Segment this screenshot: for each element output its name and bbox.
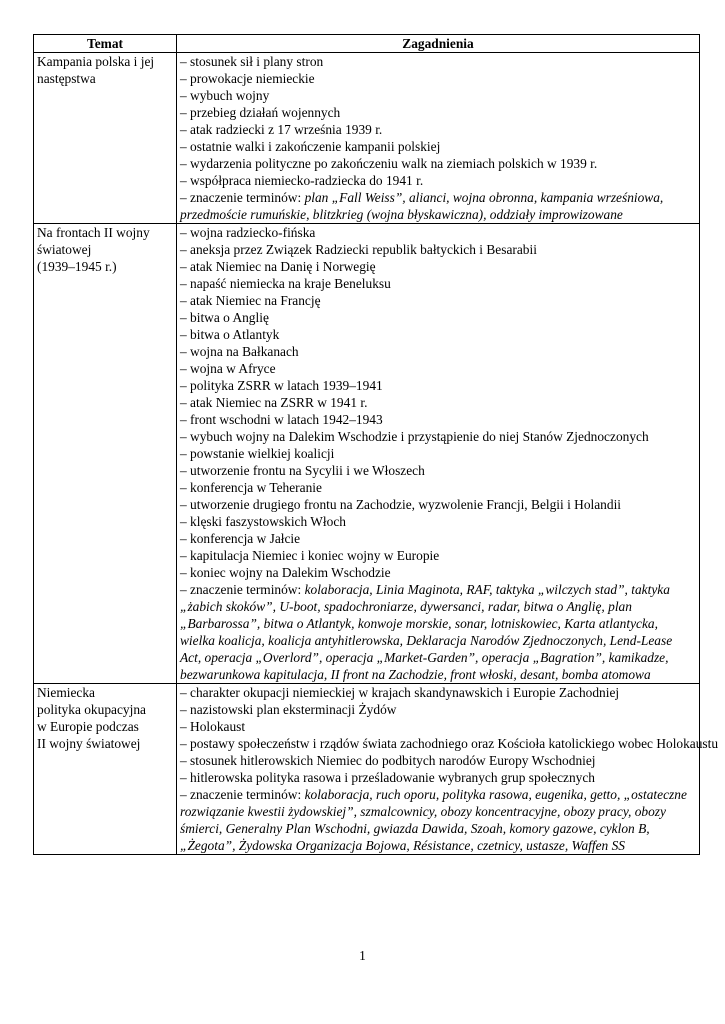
issue-item: – prowokacje niemieckie — [180, 71, 315, 86]
issue-item: – aneksja przez Związek Radziecki republik bałtyckich i Besarabii — [180, 242, 537, 257]
header-topic: Temat — [34, 35, 177, 53]
issue-item: – postawy społeczeństw i rządów świata zachodniego oraz Kościoła katolickiego wobec Holokaustu — [180, 736, 719, 751]
table-row — [34, 53, 700, 224]
issues-cell — [177, 53, 700, 224]
issue-item: – utworzenie frontu na Sycylii i we Włoszech — [180, 463, 425, 478]
topic-line: następstwa — [37, 71, 96, 86]
terms-list: kolaboracja, Linia Maginota, RAF, taktyka „wilczych stad”, taktyka „żabich skoków”, U-boot, spadochroniarze, dywersanci, radar, bitwa o Anglię, plan „Barbarossa”, bitwa o Atlantyk, konwoje morskie, sonar, lotniskowiec, Karta atlantycka, wielka koalicja, koalicja antyhitlerowska, Deklaracja Narodów Zjednoczonych, Lend-Lease Act, operacja „Overlord”, operacja „Market-Garden”, operacja „Bagration”, kamikadze, bezwarunkowa kapitulacja, II front na Zachodzie, front włoski, desant, bomba atomowa — [180, 582, 673, 682]
terms-item — [180, 786, 696, 854]
issue-item: – konferencja w Jałcie — [180, 531, 301, 546]
topic-line: Kampania polska i jej — [37, 54, 155, 69]
topic-cell — [34, 224, 177, 684]
issue-item: – atak Niemiec na Danię i Norwegię — [180, 259, 376, 274]
issue-item: – wojna radziecko-fińska — [180, 225, 316, 240]
issues-cell — [177, 224, 700, 684]
issue-item: – napaść niemiecka na kraje Beneluksu — [180, 276, 391, 291]
topics-table — [33, 34, 719, 855]
issue-item: – Holokaust — [180, 719, 246, 734]
issue-item: – współpraca niemiecko-radziecka do 1941 r. — [180, 173, 424, 188]
topic-line: polityka okupacyjna — [37, 702, 146, 717]
terms-item — [180, 189, 696, 223]
issue-item: – atak radziecki z 17 września 1939 r. — [180, 122, 383, 137]
terms-list: kolaboracja, ruch oporu, polityka rasowa, eugenika, getto, „ostateczne rozwiązanie kwestii żydowskiej”, szmalcownicy, obozy koncentracyjne, obozy pracy, obozy śmierci, Generalny Plan Wschodni, gwiazda Dawida, Szoah, komory gazowe, cyklon B, „Żegota”, Żydowska Organizacja Bojowa, Résistance, czetnicy, ustasze, Waffen SS — [180, 787, 687, 853]
issue-item: – charakter okupacji niemieckiej w krajach skandynawskich i Europie Zachodniej — [180, 685, 620, 700]
terms-item — [180, 581, 696, 683]
terms-label: – znaczenie terminów: — [180, 190, 305, 205]
issue-item: – konferencja w Teheranie — [180, 480, 322, 495]
issue-item: – stosunek sił i plany stron — [180, 54, 324, 69]
issue-item: – atak Niemiec na ZSRR w 1941 r. — [180, 395, 368, 410]
topic-cell — [34, 684, 177, 855]
issue-item: – atak Niemiec na Francję — [180, 293, 321, 308]
issue-item: – bitwa o Atlantyk — [180, 327, 280, 342]
topic-line: II wojny światowej — [37, 736, 141, 751]
terms-label: – znaczenie terminów: — [180, 787, 305, 802]
issue-item: – powstanie wielkiej koalicji — [180, 446, 335, 461]
issue-item: – wydarzenia polityczne po zakończeniu walk na ziemiach polskich w 1939 r. — [180, 156, 598, 171]
topic-cell — [34, 53, 177, 224]
issue-item: – wojna na Bałkanach — [180, 344, 299, 359]
header-row — [34, 35, 700, 53]
issue-item: – stosunek hitlerowskich Niemiec do podbitych narodów Europy Wschodniej — [180, 753, 596, 768]
issue-item: – ostatnie walki i zakończenie kampanii polskiej — [180, 139, 441, 154]
topic-line: (1939–1945 r.) — [37, 259, 117, 274]
issue-item: – koniec wojny na Dalekim Wschodzie — [180, 565, 391, 580]
issue-item: – polityka ZSRR w latach 1939–1941 — [180, 378, 383, 393]
topic-line: Niemiecka — [37, 685, 95, 700]
issue-item: – front wschodni w latach 1942–1943 — [180, 412, 383, 427]
issue-item: – bitwa o Anglię — [180, 310, 269, 325]
issue-item: – nazistowski plan eksterminacji Żydów — [180, 702, 397, 717]
topic-line: światowej — [37, 242, 92, 257]
issue-item: – klęski faszystowskich Włoch — [180, 514, 346, 529]
terms-list: plan „Fall Weiss”, alianci, wojna obronna, kampania wrześniowa, przedmoście rumuńskie, blitzkrieg (wojna błyskawiczna), oddziały improwizowane — [180, 190, 664, 222]
issue-item: – kapitulacja Niemiec i koniec wojny w Europie — [180, 548, 440, 563]
issue-item: – wojna w Afryce — [180, 361, 276, 376]
issue-item: – wybuch wojny — [180, 88, 270, 103]
page-number: 1 — [359, 948, 366, 963]
topic-line: w Europie podczas — [37, 719, 139, 734]
terms-label: – znaczenie terminów: — [180, 582, 305, 597]
table-row — [34, 224, 700, 684]
topic-line: Na frontach II wojny — [37, 225, 150, 240]
issue-item: – hitlerowska polityka rasowa i prześladowanie wybranych grup społecznych — [180, 770, 595, 785]
issues-cell — [177, 684, 719, 855]
header-issues: Zagadnienia — [177, 35, 700, 53]
issue-item: – przebieg działań wojennych — [180, 105, 341, 120]
table-row — [34, 684, 700, 855]
issue-item: – wybuch wojny na Dalekim Wschodzie i przystąpienie do niej Stanów Zjednoczonych — [180, 429, 649, 444]
issue-item: – utworzenie drugiego frontu na Zachodzie, wyzwolenie Francji, Belgii i Holandii — [180, 497, 622, 512]
